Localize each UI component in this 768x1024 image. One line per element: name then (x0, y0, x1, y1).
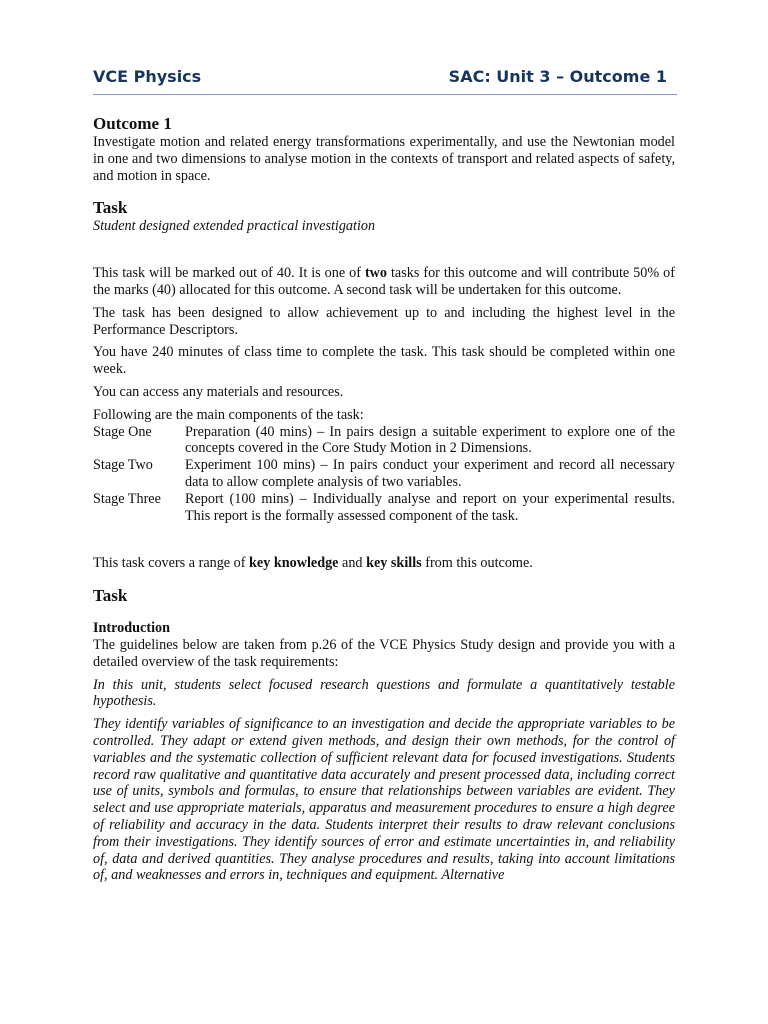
task-subtitle (93, 218, 675, 235)
time-paragraph: You have 240 minutes of class time to complete the task. This task should be completed within one week. (93, 344, 675, 378)
introduction-heading: Introduction (93, 620, 170, 637)
task-heading-2: Task (93, 586, 128, 606)
marks-text-bold: two (364, 265, 388, 282)
covers-key-knowledge: key knowledge (249, 555, 339, 572)
covers-text-and: and (338, 555, 367, 572)
outcome-heading: Outcome 1 (93, 114, 172, 133)
marks-paragraph (93, 265, 675, 299)
stage-description: Experiment 100 mins) – In pairs conduct your experiment and record all necessary data to allow complete analysis of two variables. (185, 457, 675, 490)
stage-row (93, 491, 675, 525)
page-header (93, 68, 677, 95)
resources-paragraph: You can access any materials and resources. (93, 383, 344, 400)
components-intro: Following are the main components of the task: (93, 406, 364, 423)
study-design-quote-2 (93, 716, 675, 884)
stage-row (93, 457, 675, 491)
quote-1-text: In this unit, students select focused research questions and formulate a quantitatively testable hypothesis. (93, 676, 675, 710)
marks-text-a: This task will be marked out of 40. It is one of (93, 265, 365, 282)
stage-description: Report (100 mins) – Individually analyse and report on your experimental results. This report is the formally assessed component of the task. (185, 490, 675, 524)
quote-2-text: They identify variables of significance to an investigation and decide the appropriate variables to be controlled. They adapt or extend given methods, and design their own methods, for the control of variables and the systematic collection of sufficient relevant data for focused investigations. Students record raw qualitative and quantitative data accurately and present processed data, including correct use of units, symbols and formulas, to ensure that relationships between variables are evident. They select and use appropriate materials, apparatus and measurement procedures to ensure a high degree of reliability and accuracy in the data. Students interpret their results to draw relevant conclusions from their investigations. They identify sources of error and estimate uncertainties in, and reliability of, data and derived quantities. They analyse procedures and results, taking into account limitations of, and weaknesses and errors in, techniques and equipment. Alternative (93, 716, 675, 884)
header-subject: VCE Physics (93, 67, 202, 86)
stage-row (93, 424, 675, 458)
stage-name: Stage Two (93, 457, 153, 474)
covers-text-a: This task covers a range of (93, 555, 250, 572)
design-paragraph: The task has been designed to allow achievement up to and including the highest level in the Performance Descriptors. (93, 304, 675, 338)
introduction-text: The guidelines below are taken from p.26 of the VCE Physics Study design and provide you with a detailed overview of the task requirements: (93, 636, 675, 670)
stage-name: Stage One (93, 423, 152, 440)
header-unit: SAC: Unit 3 – Outcome 1 (448, 67, 667, 86)
stage-description: Preparation (40 mins) – In pairs design a suitable experiment to explore one of the concepts covered in the Core Study Motion in 2 Dimensions. (185, 423, 675, 457)
marks-text-b: tasks for this outcome and will contribute 50% of the marks (40) allocated for this outcome. A second task will be undertaken for this outcome. (93, 265, 675, 298)
stages-list (93, 424, 675, 525)
outcome-text: Investigate motion and related energy transformations experimentally, and use the Newtonian model in one and two dimensions to analyse motion in the contexts of transport and related aspects of safety, and motion in space. (93, 134, 675, 184)
document-content (93, 114, 675, 884)
covers-text-c: from this outcome. (421, 555, 533, 572)
stage-name: Stage Three (93, 490, 161, 507)
study-design-quote-1 (93, 677, 675, 711)
covers-paragraph (93, 555, 675, 572)
task-subtitle-text: Student designed extended practical investigation (93, 218, 376, 235)
task-heading: Task (93, 198, 128, 218)
covers-key-skills: key skills (366, 555, 422, 572)
